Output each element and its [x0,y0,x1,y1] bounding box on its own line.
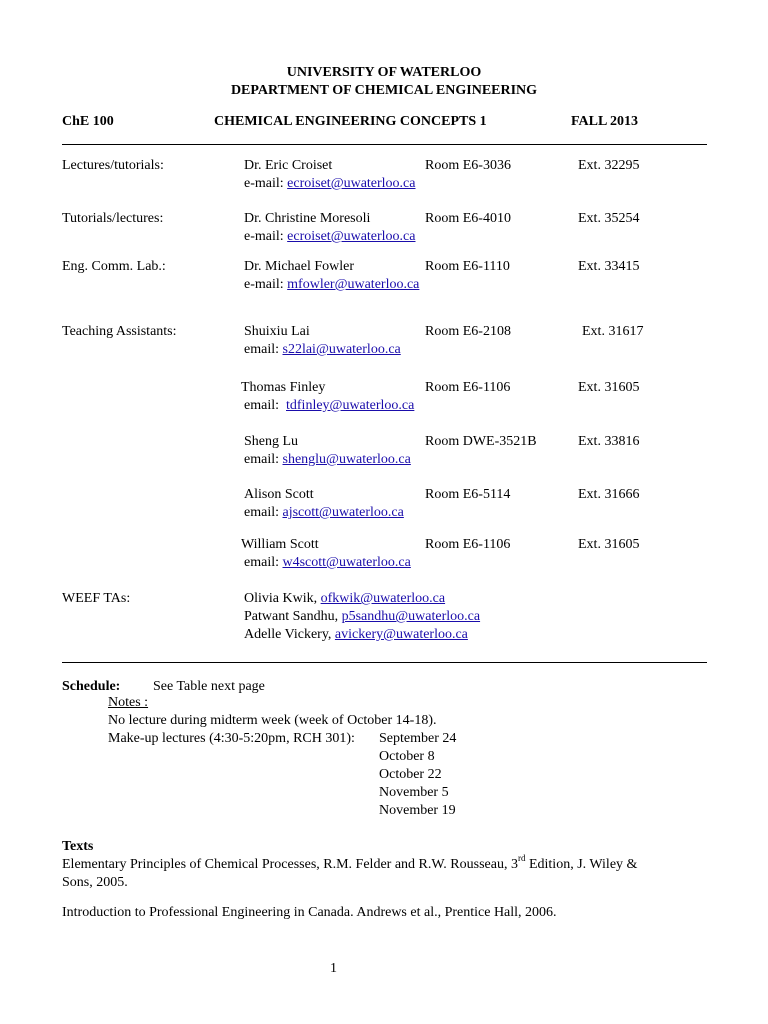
teaching-assistants-label: Teaching Assistants: [62,324,177,339]
ta-email-line [244,341,401,359]
ta-ext: Ext. 31605 [578,537,640,552]
texts-heading: Texts [62,839,94,854]
email-link[interactable]: ecroiset@uwaterloo.ca [287,229,416,244]
makeup-date: November 19 [379,803,456,818]
instructor-email-line [244,228,416,246]
ta-name: Sheng Lu [244,434,299,449]
email-label: e-mail: [244,277,288,292]
textbook-2: Introduction to Professional Engineering in Canada. Andrews et al., Prentice Hall, 2006. [62,905,557,920]
weef-ta-line [244,626,468,644]
ta-ext: Ext. 31605 [578,380,640,395]
email-link[interactable]: p5sandhu@uwaterloo.ca [341,609,481,624]
instructor-email-line [244,175,416,193]
email-link[interactable]: w4scott@uwaterloo.ca [282,555,411,570]
makeup-date: November 5 [379,785,449,800]
makeup-date: October 8 [379,749,435,764]
ta-room: Room E6-5114 [425,487,511,502]
weef-ta-name: Olivia Kwik, [244,591,321,606]
instructor-ext: Ext. 32295 [578,158,640,173]
textbook-1-sup: rd [517,853,526,864]
ta-room: Room E6-1106 [425,380,511,395]
ta-ext: Ext. 31617 [582,324,644,339]
course-code: ChE 100 [62,114,114,129]
makeup-label: Make-up lectures (4:30-5:20pm, RCH 301): [108,731,355,746]
weef-ta-name: Adelle Vickery, [244,627,335,642]
ta-name: Shuixiu Lai [244,324,310,339]
email-link[interactable]: s22lai@uwaterloo.ca [282,342,401,357]
section-divider [62,662,707,663]
course-title: CHEMICAL ENGINEERING CONCEPTS 1 [214,114,487,129]
email-link[interactable]: tdfinley@uwaterloo.ca [286,398,415,413]
weef-ta-name: Patwant Sandhu, [244,609,342,624]
textbook-1-text: Elementary Principles of Chemical Processes, R.M. Felder and R.W. Rousseau, 3 [62,857,518,872]
ta-name: William Scott [241,537,319,552]
header-divider [62,144,707,145]
instructor-name: Dr. Michael Fowler [244,259,355,274]
ta-ext: Ext. 33816 [578,434,640,449]
department-title: DEPARTMENT OF CHEMICAL ENGINEERING [230,83,538,98]
instructor-room: Room E6-3036 [425,158,511,173]
textbook-1-edition: Edition, J. Wiley & [525,857,638,872]
instructor-name: Dr. Eric Croiset [244,158,333,173]
midterm-note: No lecture during midterm week (week of October 14-18). [108,713,437,728]
makeup-date: September 24 [379,731,457,746]
email-label: e-mail: [244,176,288,191]
instructor-role: Lectures/tutorials: [62,158,164,173]
email-link[interactable]: ofkwik@uwaterloo.ca [320,591,446,606]
weef-ta-line [244,590,445,608]
course-term: FALL 2013 [571,114,639,129]
ta-room: Room E6-1106 [425,537,511,552]
email-label: email: [244,398,286,413]
instructor-room: Room E6-1110 [425,259,510,274]
ta-room: Room E6-2108 [425,324,511,339]
email-label: email: [244,505,283,520]
textbook-1 [62,853,707,874]
email-link[interactable]: avickery@uwaterloo.ca [334,627,468,642]
email-link[interactable]: mfowler@uwaterloo.ca [287,277,420,292]
ta-name: Alison Scott [244,487,314,502]
instructor-email-line [244,276,419,294]
instructor-role: Tutorials/lectures: [62,211,164,226]
email-label: email: [244,342,283,357]
ta-email-line [244,451,411,469]
ta-email-line [244,554,411,572]
instructor-name: Dr. Christine Moresoli [244,211,371,226]
email-link[interactable]: ecroiset@uwaterloo.ca [287,176,416,191]
university-title: UNIVERSITY OF WATERLOO [286,65,482,80]
ta-email-line [244,504,404,522]
makeup-date: October 22 [379,767,442,782]
ta-ext: Ext. 31666 [578,487,640,502]
notes-label: Notes : [108,695,149,710]
textbook-1-line2: Sons, 2005. [62,875,128,890]
instructor-ext: Ext. 33415 [578,259,640,274]
ta-room: Room DWE-3521B [425,434,537,449]
email-label: email: [244,452,283,467]
email-link[interactable]: shenglu@uwaterloo.ca [282,452,411,467]
weef-tas-label: WEEF TAs: [62,591,131,606]
instructor-room: Room E6-4010 [425,211,511,226]
page-number: 1 [330,961,337,976]
email-label: e-mail: [244,229,288,244]
schedule-label: Schedule: [62,679,121,694]
ta-email-line [244,397,414,415]
schedule-text: See Table next page [153,679,265,694]
instructor-role: Eng. Comm. Lab.: [62,259,166,274]
weef-ta-line [244,608,480,626]
instructor-ext: Ext. 35254 [578,211,640,226]
email-label: email: [244,555,283,570]
ta-name: Thomas Finley [241,380,326,395]
email-link[interactable]: ajscott@uwaterloo.ca [282,505,404,520]
